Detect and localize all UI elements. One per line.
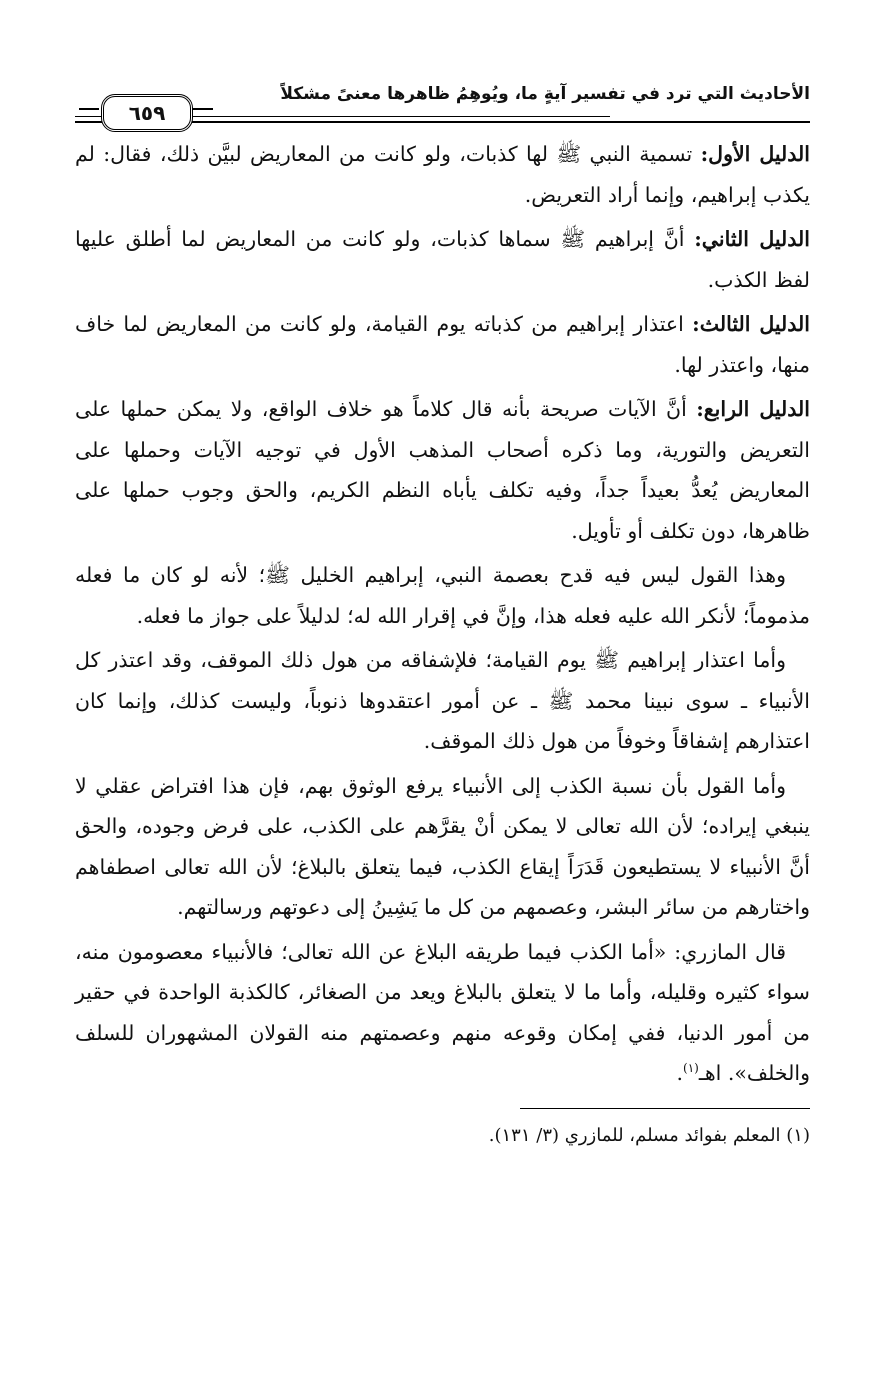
- paragraph-end: .: [676, 1061, 683, 1085]
- page-header: [75, 78, 810, 126]
- paragraph-text: وأما القول بأن نسبة الكذب إلى الأنبياء يرفع الوثوق بهم، فإن هذا افتراض عقلي لا ينبغي إيراده؛ لأن الله تعالى لا يمكن أنْ يقرَّهم على الكذب، على فرض وجوده، والحق أنَّ الأنبياء لا يستطيعون قَدَرَاً إيقاع الكذب، فيما يتعلق بالبلاغ؛ لأن الله تعالى اصطفاهم واختارهم من سائر البشر، وعصمهم من كل ما يَشِينُ إلى دعوتهم ورسالتهم.: [75, 773, 810, 919]
- footnote-marker: (١): [683, 1061, 699, 1076]
- paragraph-text: وأما اعتذار إبراهيم ﷺ يوم القيامة؛ فلإشفاقه من هول ذلك الموقف، وقد اعتذر كل الأنبياء ـ سوى نبينا محمد ﷺ ـ عن أمور اعتقدوها ذنوباً، وليست كذلك، وإنما كان اعتذارهم إشفاقاً وخوفاً من هول ذلك الموقف.: [75, 648, 810, 753]
- footnote: (١) المعلم بفوائد مسلم، للمازري (٣/ ١٣١).: [488, 1124, 810, 1146]
- paragraph-text: أنَّ إبراهيم ﷺ سماها كذبات، ولو كانت من المعاريض لما أطلق عليها لفظ الكذب.: [75, 227, 810, 292]
- paragraph: [75, 766, 810, 928]
- paragraph-text: تسمية النبي ﷺ لها كذبات، ولو كانت من المعاريض لبيَّن ذلك، فقال: لم يكذب إبراهيم، وإنما أراد التعريض.: [75, 142, 810, 207]
- paragraph-heading: الدليل الأول:: [700, 142, 810, 166]
- paragraph-text: قال المازري: «أما الكذب فيما طريقه البلاغ عن الله تعالى؛ فالأنبياء معصومون منه، سواء كثيره وقليله، وأما ما لا يتعلق بالبلاغ ويعد من الصغائر، كالكذبة الواحدة في حقير من أمور الدنيا، ففي إمكان وقوعه منهم وعصمتهم منه القولان المشهوران للسلف والخلف». اهـ: [75, 939, 810, 1085]
- paragraph: [75, 389, 810, 551]
- paragraph: [75, 640, 810, 762]
- page-number-ornament-right: [193, 108, 213, 110]
- body-text: [75, 134, 810, 1094]
- paragraph: [75, 304, 810, 385]
- paragraph-text: اعتذار إبراهيم من كذباته يوم القيامة، ولو كانت من المعاريض لما خاف منها، واعتذر لها.: [75, 312, 810, 377]
- page-number-ornament-left: [79, 108, 99, 110]
- paragraph-text: وهذا القول ليس فيه قدح بعصمة النبي، إبراهيم الخليل ﷺ؛ لأنه لو كان ما فعله مذموماً؛ لأنكر الله عليه فعله هذا، وإنَّ في إقرار الله له؛ لدليلاً على جواز ما فعله.: [75, 563, 810, 628]
- paragraph-heading: الدليل الرابع:: [696, 397, 810, 421]
- book-page: [75, 78, 810, 1378]
- paragraph-heading: الدليل الثالث:: [692, 312, 810, 336]
- footnote-separator: [520, 1108, 810, 1109]
- paragraph-text: أنَّ الآيات صريحة بأنه قال كلاماً هو خلاف الواقع، ولا يمكن حملها على التعريض والتورية، وما ذكره أصحاب المذهب الأول في توجيه الآيات وحملها على المعاريض يُعدُّ بعيداً جداً، وفيه تكلف يأباه النظم الكريم، والحق وجوب حملها على ظاهرها، دون تكلف أو تأويل.: [75, 397, 810, 543]
- paragraph-heading: الدليل الثاني:: [694, 227, 810, 251]
- page-number: ٦٥٩: [101, 94, 193, 132]
- paragraph: [75, 932, 810, 1094]
- paragraph: [75, 219, 810, 300]
- paragraph: [75, 134, 810, 215]
- paragraph: [75, 555, 810, 636]
- running-title: الأحاديث التي ترد في تفسير آيةٍ ما، ويُوهِمُ ظاهرها معنىً مشكلاً: [280, 84, 810, 104]
